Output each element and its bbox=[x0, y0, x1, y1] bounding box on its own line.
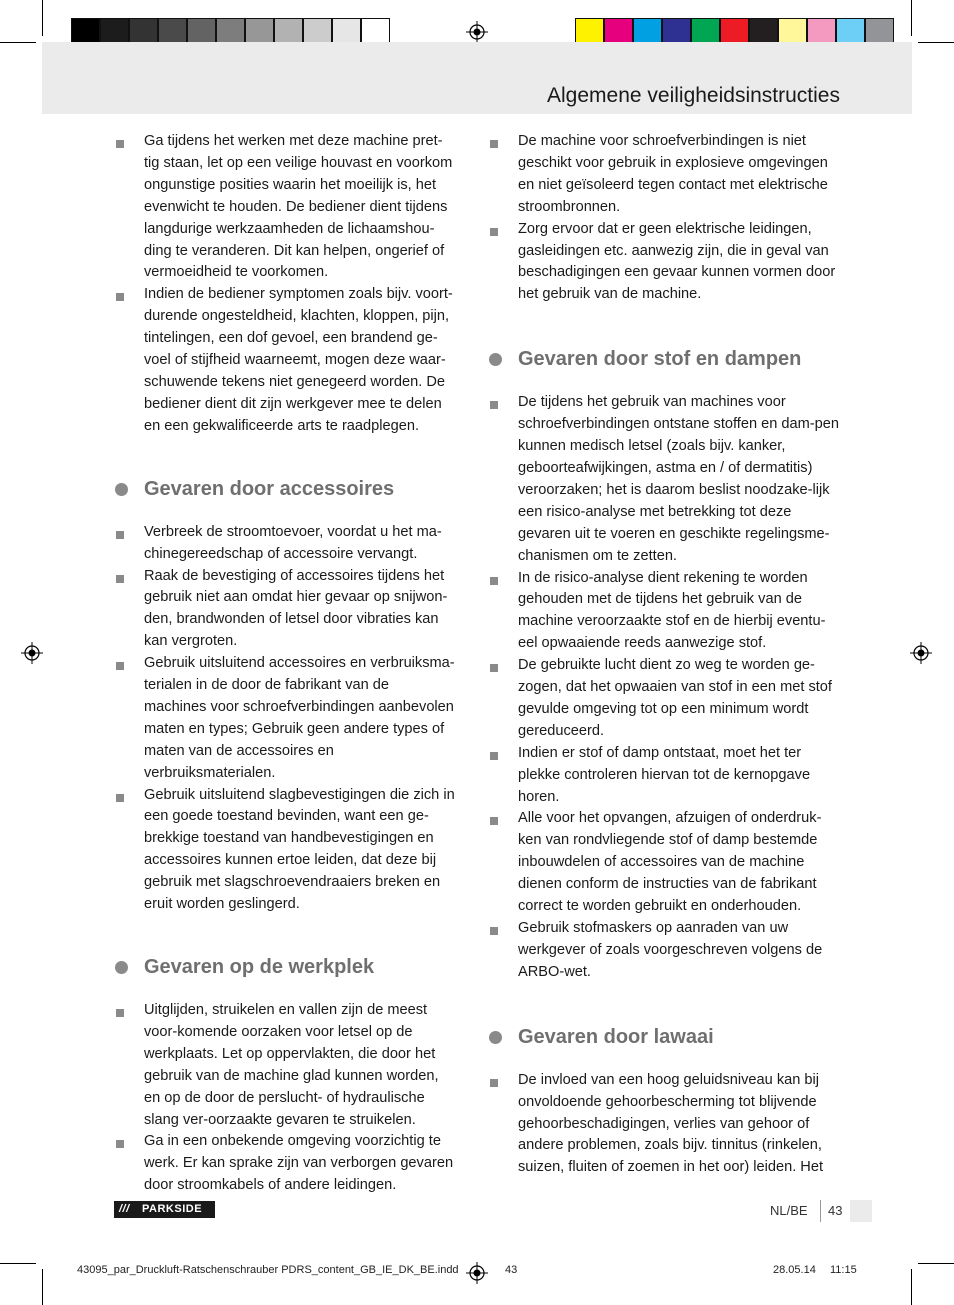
logo-stripes: /// bbox=[119, 1203, 130, 1215]
list-item-text: Zorg ervoor dat er geen elektrische leidingen, gasleidingen etc. aanwezig zijn, die in geval van beschadigingen een gevaar kunnen vormen door het gebruik van de machine. bbox=[518, 220, 836, 303]
bullet-list bbox=[489, 131, 841, 306]
list-item-text: De invloed van een hoog geluidsniveau kan bij onvoldoende gehoorbescherming tot blijvende gehoorbeschadigingen, verlies van gehoor of andere problemen, zoals bijv. tinnitus (rinkelen, suizen, fluiten of zoemen in het oor) leiden. Het bbox=[518, 1071, 824, 1176]
crop-mark bbox=[0, 42, 36, 43]
footer-language: NL/BE bbox=[770, 1203, 808, 1218]
logo-text: PARKSIDE bbox=[142, 1203, 203, 1215]
list-item bbox=[489, 131, 841, 219]
list-item bbox=[489, 219, 841, 307]
list-item bbox=[489, 743, 841, 809]
page-title: Algemene veiligheidsinstructies bbox=[547, 84, 840, 107]
bullet-list bbox=[115, 131, 455, 438]
list-item bbox=[115, 1000, 455, 1131]
list-item-text: In de risico-analyse dient rekening te worden gehouden met de tijdens het gebruik van de machine veroorzaakte stof en de hierbij eventu-eel opwaaiende reeds aanwezige stof. bbox=[518, 569, 826, 652]
list-item-text: Gebruik uitsluitend accessoires en verbruiksma-terialen in de door de fabrikant van de machines voor schroefverbindingen aanbevolen maten en types; Gebruik geen andere types of maten van de accessoires en verbruiksmaterialen. bbox=[144, 655, 455, 781]
footer-page-number: 43 bbox=[828, 1203, 843, 1218]
list-item-text: Gebruik stofmaskers op aanraden van uw werkgever of zoals voorgeschreven volgens de ARBO-wet. bbox=[518, 920, 823, 980]
crop-mark bbox=[42, 0, 43, 36]
registration-mark-icon bbox=[466, 21, 488, 43]
footer-tab bbox=[850, 1200, 872, 1222]
list-item bbox=[489, 392, 841, 567]
registration-mark-icon bbox=[466, 1262, 488, 1284]
list-item bbox=[489, 1070, 841, 1180]
list-item-text: De gebruikte lucht dient zo weg te worden ge-zogen, dat het opwaaien van stof in een met stof gevulde omgeving tot op een minimum wordt gereduceerd. bbox=[518, 657, 832, 739]
list-item bbox=[115, 522, 455, 566]
left-column bbox=[115, 131, 455, 1197]
section-title-workplace: Gevaren op de werkplek bbox=[115, 954, 455, 980]
crop-mark bbox=[0, 1263, 36, 1264]
crop-mark bbox=[911, 0, 912, 36]
crop-mark bbox=[918, 42, 954, 43]
section-title-noise: Gevaren door lawaai bbox=[489, 1024, 841, 1050]
list-item-text: Gebruik uitsluitend slagbevestigingen die zich in een goede toestand bevinden, want een ge-brekkige toestand van handbevestigingen en accessoires kunnen ertoe leiden, dat deze bij gebruik met slagschroevendraaiers breken en eruit worden geslingerd. bbox=[144, 786, 455, 913]
right-column bbox=[489, 131, 841, 1179]
list-item bbox=[115, 785, 455, 916]
parkside-logo bbox=[114, 1201, 215, 1218]
list-item bbox=[115, 131, 455, 284]
list-item-text: Verbreek de stroomtoevoer, voordat u het ma-chinegereedschap of accessoire vervangt. bbox=[144, 523, 442, 562]
bullet-list bbox=[489, 392, 841, 983]
list-item-text: De machine voor schroefverbindingen is niet geschikt voor gebruik in explosieve omgevingen en niet geïsoleerd tegen contact met elektrische stroombronnen. bbox=[518, 133, 828, 215]
bullet-list bbox=[489, 1070, 841, 1180]
list-item bbox=[489, 918, 841, 984]
list-item bbox=[115, 653, 455, 784]
bullet-list bbox=[115, 1000, 455, 1197]
list-item-text: Raak de bevestiging of accessoires tijdens het gebruik niet aan omdat hier gevaar op snijwon-den, brandwonden of letsel door vibraties kan kan vergroten. bbox=[144, 567, 448, 650]
slug-page: 43 bbox=[505, 1264, 518, 1276]
list-item-text: Alle voor het opvangen, afzuigen of onderdruk-ken van rondvliegende stof of damp bestemde inbouwdelen of accessoires van de machine dienen conform de instructies van de fabrikant correct te worden gebruikt en onderhouden. bbox=[518, 810, 822, 915]
list-item-text: Ga tijdens het werken met deze machine pret-tig staan, let op een veilige houvast en voorkom ongunstige posities waarin het moeilijk is, het evenwicht te houden. De bediener dient tijdens langdurige werkzaamheden de lichaamshou-ding te veranderen. Dit kan helpen, ongerief of vermoeidheid te voorkomen. bbox=[144, 133, 453, 281]
registration-mark-icon bbox=[21, 642, 43, 664]
list-item bbox=[489, 655, 841, 743]
crop-mark bbox=[42, 1269, 43, 1305]
list-item bbox=[115, 566, 455, 654]
bullet-list bbox=[115, 522, 455, 916]
list-item-text: Indien de bediener symptomen zoals bijv. voort-durende ongesteldheid, klachten, kloppen, pijn, tintelingen, een dof gevoel, een brandend ge-voel of stijfheid waarneemt, mogen deze waar-schuwende tekens niet genegeerd worden. De bediener dient dit zijn werkgever mee te delen en een gekwalificeerde arts te raadplegen. bbox=[144, 286, 453, 434]
list-item-text: Ga in een onbekende omgeving voorzichtig te werk. Er kan sprake zijn van verborgen gevaren door stroomkabels of andere leidingen. bbox=[144, 1133, 454, 1194]
list-item bbox=[489, 568, 841, 656]
registration-mark-icon bbox=[910, 642, 932, 664]
list-item-text: De tijdens het gebruik van machines voor schroefverbindingen ontstane stoffen en dam-pen kunnen medisch letsel (zoals bijv. kanker, geboorteafwijkingen, astma en / of dermatitis) veroorzaken; het is daarom beslist noodzake-lijk een risico-analyse met betrekking tot deze gevaren uit te voeren en geschikte regelingsme-chanismen om te zetten. bbox=[518, 394, 840, 564]
section-title-accessories: Gevaren door accessoires bbox=[115, 476, 455, 502]
list-item bbox=[489, 808, 841, 918]
list-item-text: Uitglijden, struikelen en vallen zijn de meest voor-komende oorzaken voor letsel op de werkplaats. Let op oppervlakten, die door het gebruik van de machine glad kunnen worden, en op de door de perslucht- of hydraulische slang ver-oorzaakte gevaren te struikelen. bbox=[144, 1002, 439, 1128]
section-title-dust: Gevaren door stof en dampen bbox=[489, 346, 841, 372]
list-item-text: Indien er stof of damp ontstaat, moet het ter plekke controleren hiervan tot de kernopgave horen. bbox=[518, 744, 811, 805]
list-item bbox=[115, 1131, 455, 1197]
crop-mark bbox=[918, 1263, 954, 1264]
crop-mark bbox=[911, 1269, 912, 1305]
list-item bbox=[115, 284, 455, 437]
slug-filename: 43095_par_Druckluft-Ratschenschrauber PDRS_content_GB_IE_DK_BE.indd bbox=[77, 1264, 459, 1276]
footer-divider bbox=[820, 1200, 821, 1222]
slug-date: 28.05.14 bbox=[773, 1264, 816, 1276]
slug-time: 11:15 bbox=[830, 1264, 857, 1276]
